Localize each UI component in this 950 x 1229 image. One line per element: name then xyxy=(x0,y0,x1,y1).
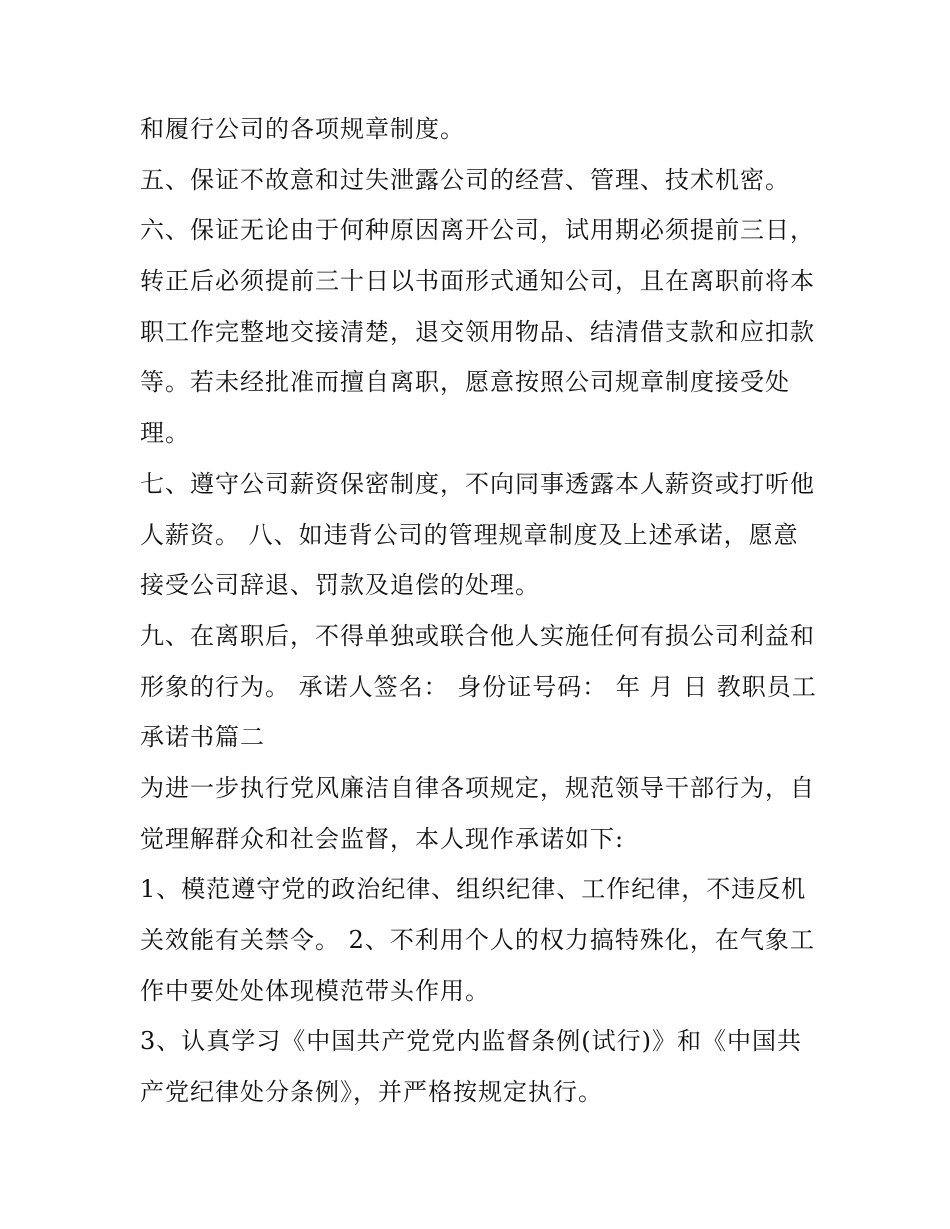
text-line: 等。若未经批准而擅自离职，愿意按照公司规章制度接受处 xyxy=(140,368,790,397)
text-line: 人薪资。 八、如违背公司的管理规章制度及上述承诺，愿意 xyxy=(140,520,799,549)
text-line: 作中要处处体现模范带头作用。 xyxy=(140,976,490,1005)
text-line: 产党纪律处分条例》，并严格按规定执行。 xyxy=(140,1078,603,1107)
text-line: 职工作完整地交接清楚，退交领用物品、结清借支款和应扣款 xyxy=(140,317,815,346)
text-line: 形象的行为。 承诺人签名： 身份证号码： 年 月 日 教职员工 xyxy=(140,672,817,701)
text-line: 五、保证不故意和过失泄露公司的经营、管理、技术机密。 xyxy=(140,165,790,194)
text-line: 和履行公司的各项规章制度。 xyxy=(140,115,465,143)
text-line: 九、在离职后，不得单独或联合他人实施任何有损公司利益和 xyxy=(140,621,815,650)
text-line: 为进一步执行党风廉洁自律各项规定，规范领导干部行为，自 xyxy=(140,773,815,802)
text-line: 觉理解群众和社会监督，本人现作承诺如下: xyxy=(140,824,625,853)
text-line: 六、保证无论由于何种原因离开公司，试用期必须提前三日， xyxy=(140,216,815,245)
text-line: 接受公司辞退、罚款及追偿的处理。 xyxy=(140,571,540,600)
section-heading: 承诺书篇二 xyxy=(140,723,265,752)
text-line: 理。 xyxy=(140,419,190,448)
text-line: 转正后必须提前三十日以书面形式通知公司，且在离职前将本 xyxy=(140,267,815,296)
text-line: 关效能有关禁令。 2、不利用个人的权力搞特殊化，在气象工 xyxy=(140,926,815,954)
text-line: 七、遵守公司薪资保密制度，不向同事透露本人薪资或打听他 xyxy=(140,469,815,498)
text-line: 1、模范遵守党的政治纪律、组织纪律、工作纪律，不违反机 xyxy=(140,875,807,904)
body-text xyxy=(140,108,820,1122)
text-line: 3、认真学习《中国共产党党内监督条例(试行)》和《中国共 xyxy=(140,1027,802,1056)
